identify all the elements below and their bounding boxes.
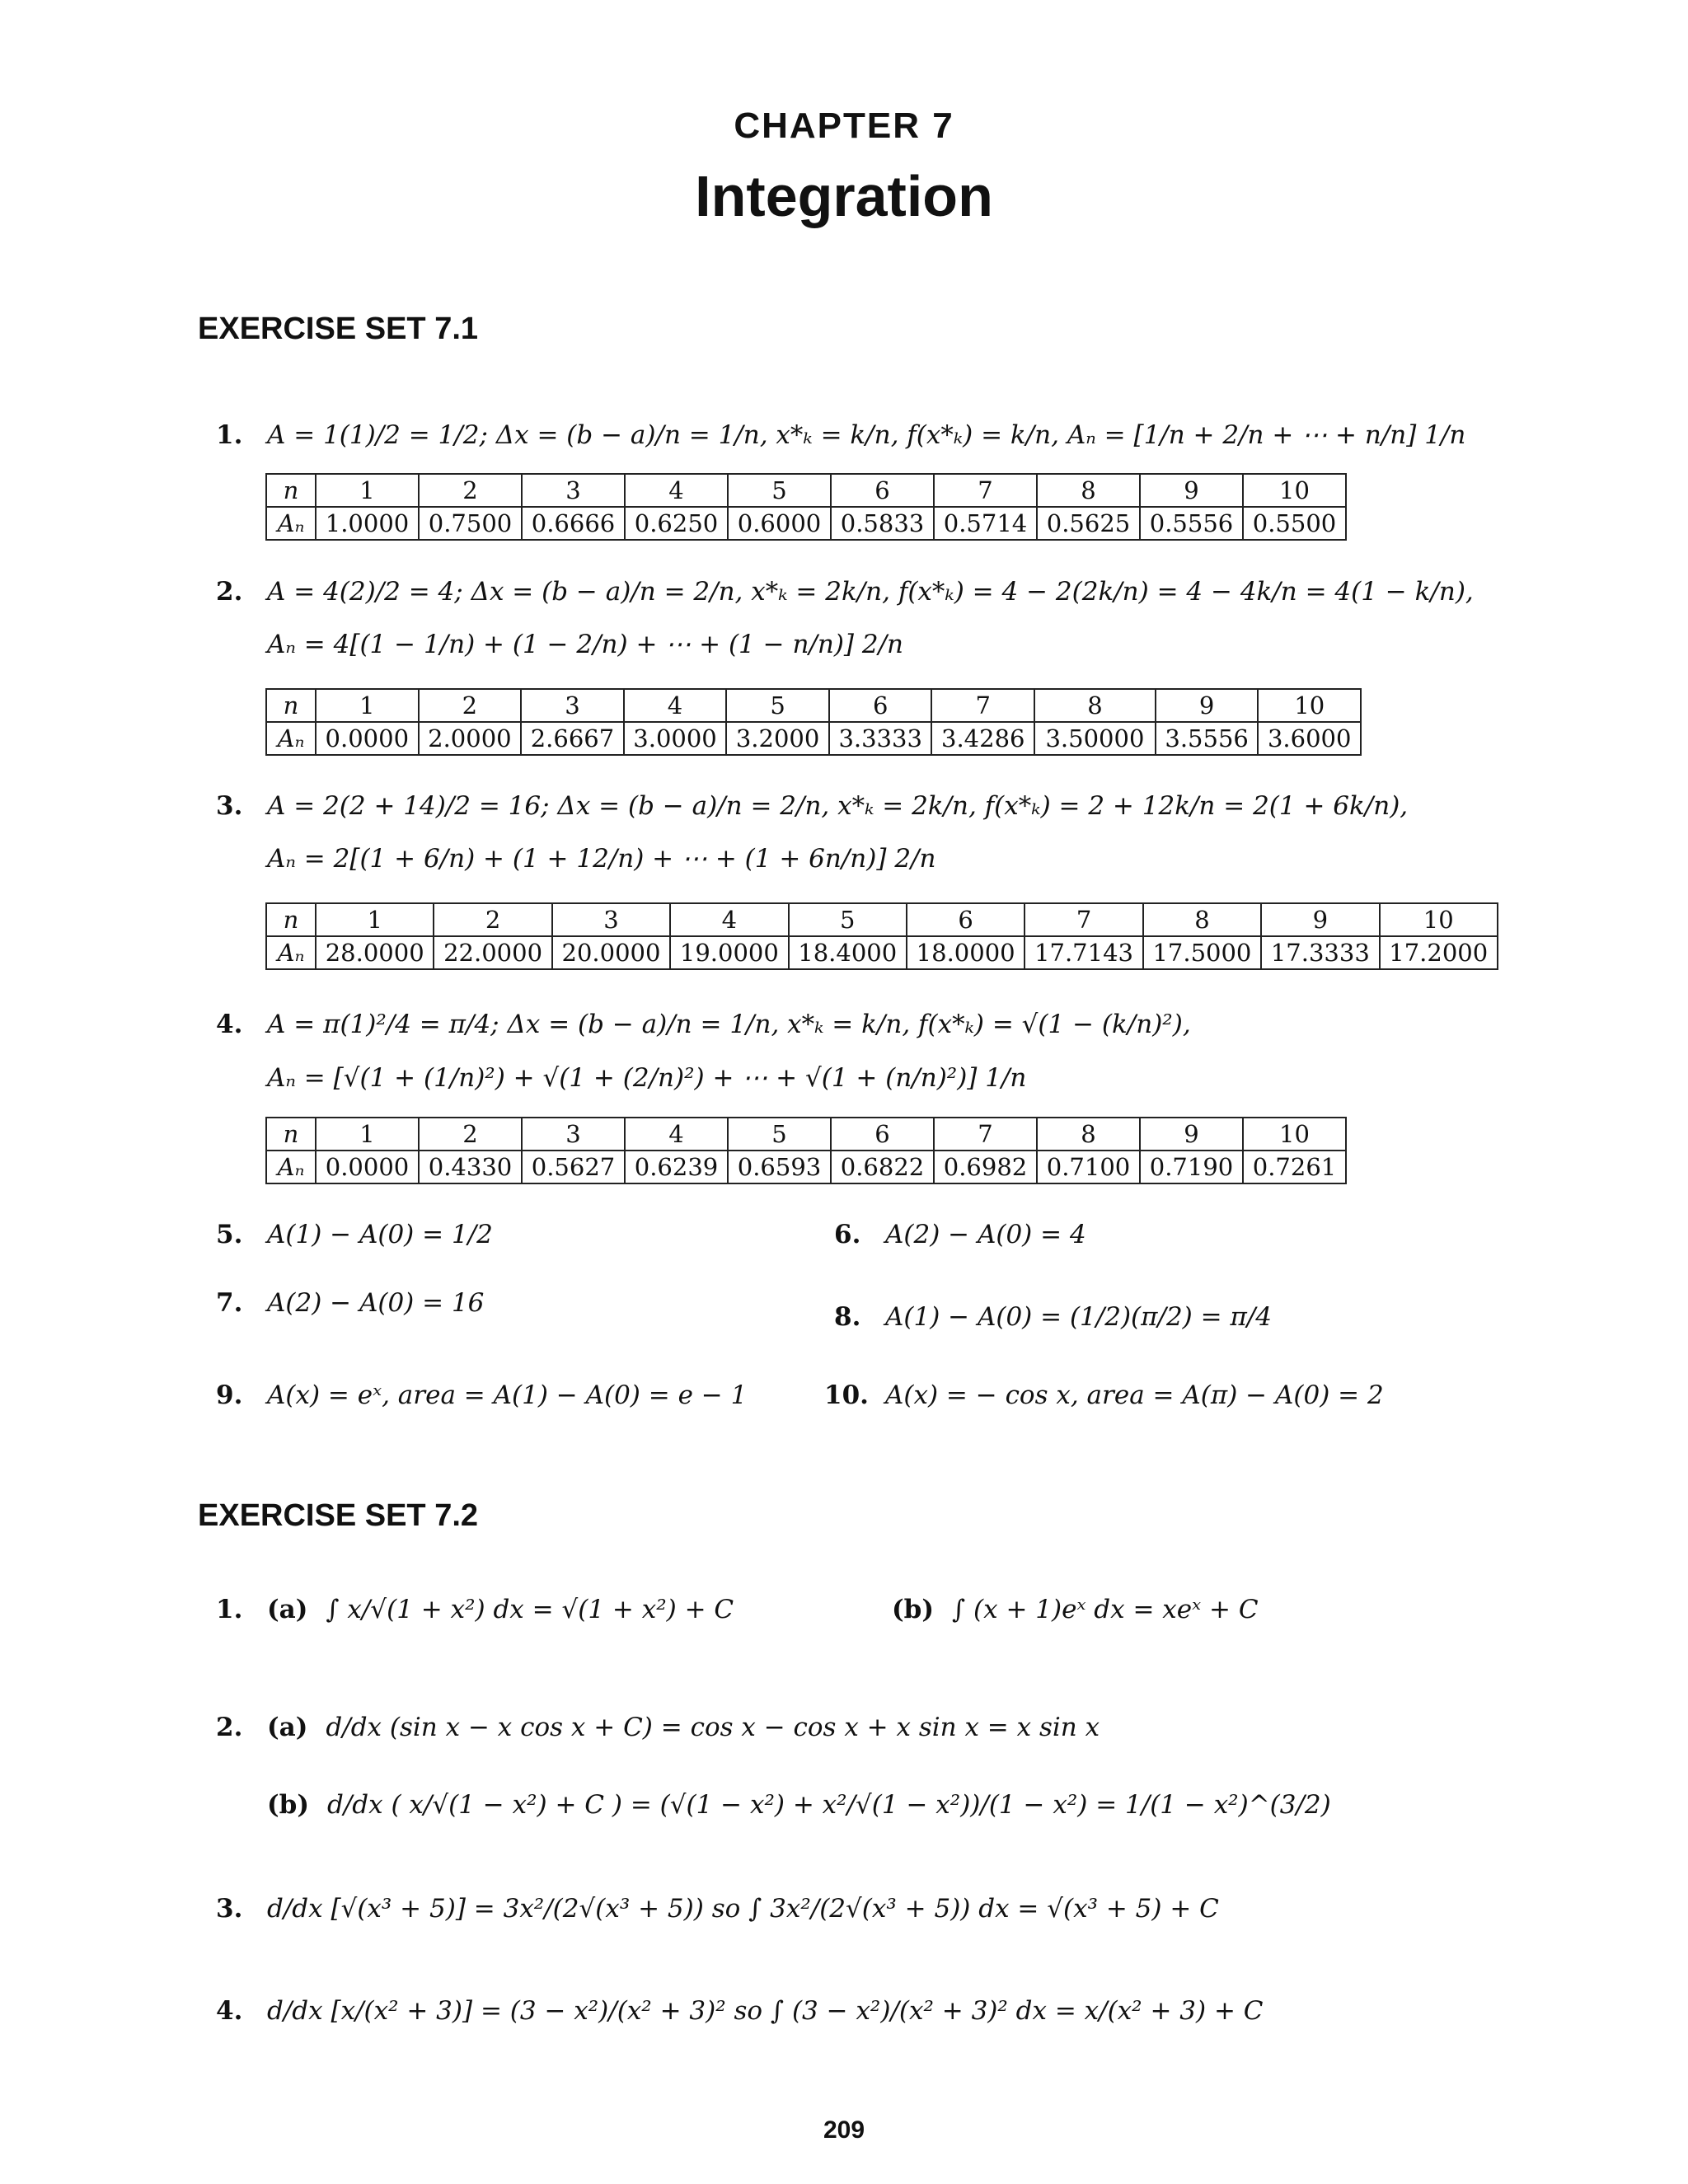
problem-number: 5. [216, 1220, 243, 1249]
table-row-n [266, 1118, 1346, 1151]
table-cell: 7 [931, 689, 1034, 722]
table-cell: 0.5714 [934, 507, 1037, 540]
table-cell: 17.5000 [1143, 936, 1261, 969]
table-cell: 0.0000 [316, 722, 419, 755]
table-cell: 9 [1140, 1118, 1243, 1151]
table-cell: 0.6822 [831, 1151, 934, 1183]
problem-text: A(1) − A(0) = (1/2)(π/2) = π/4 [885, 1302, 1272, 1332]
problem-text: ∫ x/√(1 + x²) dx = √(1 + x²) + C [326, 1595, 734, 1624]
table-cell: n [266, 903, 316, 936]
problem-text: A(x) = − cos x, area = A(π) − A(0) = 2 [885, 1380, 1384, 1410]
table-cell: 7 [934, 474, 1037, 507]
table-problem-3 [265, 902, 1498, 970]
table-cell: 3 [521, 689, 624, 722]
problem-2-line-2: Aₙ = 4[(1 − 1/n) + (1 − 2/n) + ⋯ + (1 − n/n)] 2/n [267, 630, 904, 659]
table-cell: 5 [728, 474, 831, 507]
table-cell: Aₙ [266, 936, 316, 969]
problem-part: (a) [267, 1595, 308, 1624]
table-cell: 10 [1380, 903, 1498, 936]
table-cell: 4 [670, 903, 788, 936]
problem-7-2-3 [216, 1894, 1219, 1924]
table-cell: Aₙ [266, 507, 316, 540]
table-cell: 18.0000 [907, 936, 1025, 969]
problem-number: 1. [216, 420, 243, 450]
table-cell: n [266, 689, 316, 722]
problem-2 [216, 577, 1474, 607]
problem-text: A(2) − A(0) = 16 [267, 1288, 485, 1318]
problem-7-2-2b [267, 1790, 1331, 1820]
table-cell: 0.6982 [934, 1151, 1037, 1183]
problem-part: (a) [267, 1713, 308, 1742]
table-cell: 2.6667 [521, 722, 624, 755]
problem-text: d/dx (sin x − x cos x + C) = cos x − cos x + x sin x = x sin x [326, 1713, 1100, 1742]
problem-7-2-1a [216, 1595, 734, 1624]
table-cell: 10 [1258, 689, 1361, 722]
table-cell: 0.7100 [1037, 1151, 1140, 1183]
problem-8 [834, 1302, 1272, 1332]
problem-text: d/dx [√(x³ + 5)] = 3x²/(2√(x³ + 5)) so ∫ 3x²/(2√(x³ + 5)) dx = √(x³ + 5) + C [267, 1894, 1219, 1924]
table-row-an [266, 936, 1498, 969]
table-cell: 0.6593 [728, 1151, 831, 1183]
table-cell: 3.50000 [1034, 722, 1156, 755]
table-cell: 0.7261 [1243, 1151, 1346, 1183]
table-cell: 22.0000 [434, 936, 551, 969]
table-row-n [266, 903, 1498, 936]
problem-text: A(x) = eˣ, area = A(1) − A(0) = e − 1 [267, 1380, 748, 1410]
table-cell: 0.5625 [1037, 507, 1140, 540]
table-cell: 3.2000 [726, 722, 829, 755]
table-cell: 2 [419, 474, 522, 507]
table-cell: 2.0000 [419, 722, 522, 755]
problem-1 [216, 420, 1465, 450]
table-cell: 4 [625, 474, 728, 507]
table-cell: 4 [624, 689, 727, 722]
problem-text: d/dx [x/(x² + 3)] = (3 − x²)/(x² + 3)² so ∫ (3 − x²)/(x² + 3)² dx = x/(x² + 3) + C [267, 1996, 1264, 2026]
table-cell: 0.4330 [419, 1151, 522, 1183]
table-cell: 0.7190 [1140, 1151, 1243, 1183]
table-cell: 0.5500 [1243, 507, 1346, 540]
problem-number: 4. [216, 1010, 243, 1039]
table-cell: 19.0000 [670, 936, 788, 969]
problem-number: 6. [834, 1220, 861, 1249]
table-cell: 18.4000 [789, 936, 907, 969]
table-cell: 10 [1243, 474, 1346, 507]
table-cell: 0.5556 [1140, 507, 1243, 540]
table-cell: 2 [434, 903, 551, 936]
problem-7-2-4 [216, 1996, 1264, 2026]
table-cell: Aₙ [266, 722, 316, 755]
table-cell: 10 [1243, 1118, 1346, 1151]
table-cell: 7 [934, 1118, 1037, 1151]
problem-9 [216, 1380, 747, 1410]
table-cell: 6 [907, 903, 1025, 936]
problem-7-2-2a [216, 1713, 1100, 1742]
problem-part: (b) [267, 1790, 310, 1820]
problem-text-line-1: A = π(1)²/4 = π/4; Δx = (b − a)/n = 1/n, x*ₖ = k/n, f(x*ₖ) = √(1 − (k/n)²), [267, 1010, 1191, 1039]
table-cell: 0.6239 [625, 1151, 728, 1183]
table-cell: 5 [728, 1118, 831, 1151]
table-cell: 4 [625, 1118, 728, 1151]
table-row-an [266, 1151, 1346, 1183]
problem-number: 10. [824, 1380, 869, 1410]
table-cell: 3.3333 [829, 722, 932, 755]
page-number: 209 [823, 2116, 865, 2144]
table-cell: 28.0000 [316, 936, 434, 969]
table-cell: 7 [1025, 903, 1142, 936]
problem-10 [824, 1380, 1384, 1410]
problem-number: 3. [216, 1894, 243, 1924]
problem-5 [216, 1220, 493, 1249]
problem-part: (b) [892, 1595, 935, 1624]
table-cell: 8 [1037, 474, 1140, 507]
table-row-an [266, 722, 1361, 755]
problem-text: ∫ (x + 1)eˣ dx = xeˣ + C [952, 1595, 1259, 1624]
problem-number: 2. [216, 577, 243, 607]
problem-number: 7. [216, 1288, 243, 1318]
table-problem-2 [265, 688, 1362, 756]
table-cell: 1 [316, 689, 419, 722]
table-cell: 9 [1261, 903, 1379, 936]
problem-number: 9. [216, 1380, 243, 1410]
section-heading-7-1: EXERCISE SET 7.1 [198, 312, 479, 346]
problem-4 [216, 1010, 1191, 1039]
section-heading-7-2: EXERCISE SET 7.2 [198, 1498, 479, 1533]
table-cell: 0.7500 [419, 507, 522, 540]
table-problem-4 [265, 1117, 1347, 1184]
table-cell: 9 [1156, 689, 1259, 722]
table-cell: 0.6250 [625, 507, 728, 540]
table-cell: 20.0000 [552, 936, 670, 969]
table-cell: 17.3333 [1261, 936, 1379, 969]
table-cell: 17.2000 [1380, 936, 1498, 969]
table-cell: 9 [1140, 474, 1243, 507]
problem-7 [216, 1288, 484, 1318]
table-cell: 6 [831, 1118, 934, 1151]
table-cell: 2 [419, 689, 522, 722]
problem-number: 8. [834, 1302, 861, 1332]
table-cell: 1.0000 [316, 507, 419, 540]
problem-4-line-2: Aₙ = [√(1 + (1/n)²) + √(1 + (2/n)²) + ⋯ + √(1 + (n/n)²)] 1/n [267, 1063, 1027, 1093]
table-cell: 17.7143 [1025, 936, 1142, 969]
table-cell: 0.6000 [728, 507, 831, 540]
table-cell: 0.6666 [522, 507, 625, 540]
table-cell: 3.0000 [624, 722, 727, 755]
table-cell: 6 [829, 689, 932, 722]
problem-6 [834, 1220, 1086, 1249]
table-row-n [266, 474, 1346, 507]
table-problem-1 [265, 473, 1347, 541]
table-cell: 3 [552, 903, 670, 936]
table-cell: 1 [316, 903, 434, 936]
problem-3-line-2: Aₙ = 2[(1 + 6/n) + (1 + 12/n) + ⋯ + (1 + 6n/n)] 2/n [267, 844, 936, 874]
table-cell: 0.5627 [522, 1151, 625, 1183]
problem-text: d/dx ( x/√(1 − x²) + C ) = (√(1 − x²) + x²/√(1 − x²))/(1 − x²) = 1/(1 − x²)^(3/2) [327, 1790, 1331, 1820]
problem-3 [216, 791, 1408, 821]
table-cell: 3.6000 [1258, 722, 1361, 755]
problem-text: A(2) − A(0) = 4 [885, 1220, 1086, 1249]
chapter-title: Integration [695, 164, 993, 228]
table-cell: 2 [419, 1118, 522, 1151]
problem-text: A = 1(1)/2 = 1/2; Δx = (b − a)/n = 1/n, x*ₖ = k/n, f(x*ₖ) = k/n, Aₙ = [1/n + 2/n + ⋯ + n/n] 1/n [267, 420, 1466, 450]
table-cell: 3 [522, 474, 625, 507]
problem-7-2-1b [892, 1595, 1259, 1624]
problem-text: A(1) − A(0) = 1/2 [267, 1220, 493, 1249]
table-cell: 5 [789, 903, 907, 936]
table-cell: 1 [316, 474, 419, 507]
table-cell: n [266, 1118, 316, 1151]
table-row-an [266, 507, 1346, 540]
table-cell: 3.5556 [1156, 722, 1259, 755]
table-cell: 3.4286 [931, 722, 1034, 755]
table-cell: Aₙ [266, 1151, 316, 1183]
problem-number: 4. [216, 1996, 243, 2026]
table-row-n [266, 689, 1361, 722]
table-cell: 1 [316, 1118, 419, 1151]
problem-number: 2. [216, 1713, 243, 1742]
table-cell: n [266, 474, 316, 507]
table-cell: 5 [726, 689, 829, 722]
table-cell: 8 [1037, 1118, 1140, 1151]
table-cell: 3 [522, 1118, 625, 1151]
problem-text-line-1: A = 2(2 + 14)/2 = 16; Δx = (b − a)/n = 2/n, x*ₖ = 2k/n, f(x*ₖ) = 2 + 12k/n = 2(1 + 6k/n), [267, 791, 1409, 821]
table-cell: 0.0000 [316, 1151, 419, 1183]
table-cell: 8 [1034, 689, 1156, 722]
table-cell: 0.5833 [831, 507, 934, 540]
table-cell: 8 [1143, 903, 1261, 936]
problem-text-line-1: A = 4(2)/2 = 4; Δx = (b − a)/n = 2/n, x*ₖ = 2k/n, f(x*ₖ) = 4 − 2(2k/n) = 4 − 4k/n = 4(1 − k/n), [267, 577, 1474, 607]
problem-number: 1. [216, 1595, 243, 1624]
problem-number: 3. [216, 791, 243, 821]
chapter-label: CHAPTER 7 [734, 105, 954, 146]
table-cell: 6 [831, 474, 934, 507]
